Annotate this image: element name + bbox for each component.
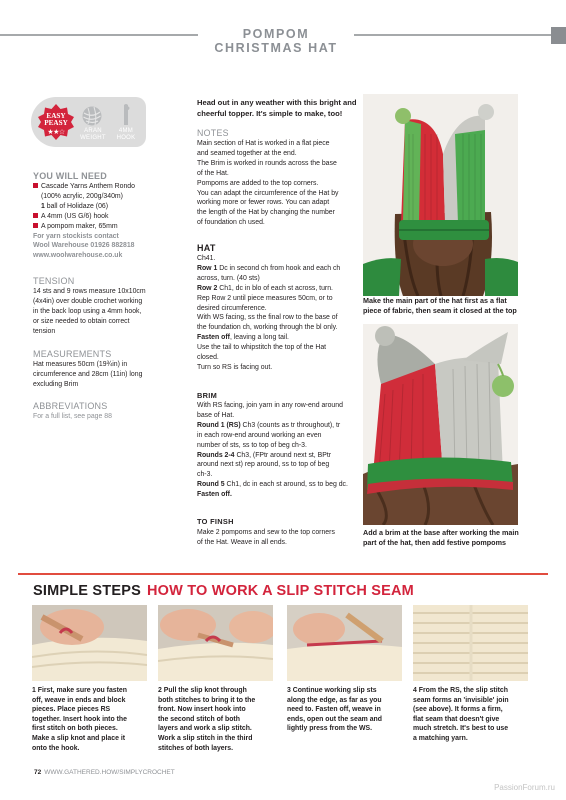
step-1-line: off, weave in ends and block [32, 696, 126, 704]
caption-top-line: piece of fabric, then seam it closed at the top [363, 306, 517, 315]
notes-line: the length of the Hat by changing the number [197, 209, 335, 217]
difficulty-label-line2: PEASY [44, 119, 68, 127]
finish-heading: TO FINSH [197, 517, 234, 526]
hat-photo-bottom [363, 324, 518, 525]
tension-line: (4x4in) over double crochet working [33, 297, 143, 305]
hat-instructions [197, 254, 357, 373]
notes-line: of foundation ch used. [197, 219, 265, 227]
hat-photo-top [363, 94, 518, 296]
hat-row1-label: Row 1 [197, 264, 218, 272]
tension-text [33, 287, 183, 337]
tension-line: or size needed to obtain correct [33, 317, 130, 325]
hat-row1 [197, 264, 357, 274]
step-1-line: pieces. Place pieces RS [32, 706, 111, 714]
caption-bottom-line: part of the hat, then add festive pompoms [363, 538, 506, 547]
notes-line: You can adapt the circumference of the Hat by [197, 189, 339, 197]
hook-size-line1: 4MM [118, 128, 134, 134]
step-2-line: the second stitch of both [158, 715, 240, 723]
simple-steps-title [33, 583, 414, 599]
yarn-weight-label [78, 128, 108, 142]
tension-line: in the back loop using a 4mm hook, [33, 307, 142, 315]
materials-hook [33, 212, 183, 222]
notes-line: The Brim is worked in rounds across the base [197, 159, 337, 167]
finish-line: of the Hat. Weave in all ends. [197, 538, 287, 546]
measurements-heading: MEASUREMENTS [33, 349, 112, 359]
hat-line: Turn so RS is facing out. [197, 363, 273, 371]
step-4-line: flat seam that doesn't give [413, 715, 500, 723]
brim-line: ch-3. [197, 471, 213, 479]
step-1-line: 1 First, make sure you fasten [32, 687, 127, 694]
brim-line: in each row-end around working an even [197, 431, 322, 439]
step-1-line: first stitch on both pieces. [32, 725, 118, 733]
difficulty-label [36, 113, 76, 127]
hat-row2-text: Ch1, dc in blo of each st across, turn. [217, 284, 333, 292]
you-will-need-list [33, 182, 183, 261]
step-3-line: need to. Fasten off, weave in [287, 706, 381, 714]
measurements-line: Hat measures 50cm (19¾in) in [33, 361, 128, 368]
brim-round1-text: Ch3 (counts as tr throughout), tr [240, 421, 341, 429]
caption-top-line: Make the main part of the hat first as a flat [363, 296, 507, 305]
intro-line: Head out in any weather with this bright and [197, 98, 357, 107]
hat-line: Use the tail to whipstitch the top of the Hat [197, 344, 327, 352]
hat-fasten-label: Fasten off [197, 334, 230, 342]
step-3-text [287, 686, 407, 734]
materials-yarn-count: 1 [41, 202, 45, 210]
step-2-line: front. Now insert hook into [158, 706, 246, 714]
brim-line: number of sts, ss to top of beg ch-3. [197, 441, 307, 449]
step-2-line: layers and work a slip stitch. [158, 725, 252, 733]
footer-url[interactable]: WWW.GATHERED.HOW/SIMPLYCROCHET [44, 769, 175, 776]
step-1-line: together. Insert hook into the [32, 715, 127, 723]
notes-line: working more or fewer rows. You can adapt [197, 199, 330, 207]
step-1-image [32, 605, 147, 681]
step-4-line: seam forms an 'invisible' join [413, 696, 509, 704]
step-2-line: stitches of both layers. [158, 744, 234, 752]
tension-line: 14 sts and 9 rows measure 10x10cm [33, 288, 146, 295]
watermark: PassionForum.ru [494, 783, 555, 792]
stockist-line2: Wool Warehouse 01926 882818 [33, 242, 135, 250]
brim-round1-label: Round 1 (RS) [197, 421, 241, 429]
simple-steps-title-topic: HOW TO WORK A SLIP STITCH SEAM [146, 583, 414, 599]
notes-line: of the Hat. [197, 169, 229, 177]
hat-line: closed. [197, 354, 219, 362]
step-4-image [413, 605, 528, 681]
hat-fasten-off [197, 333, 357, 343]
step-4-line: 4 From the RS, the slip stitch [413, 687, 508, 694]
materials-hook-text: A 4mm (US G/6) hook [41, 212, 109, 220]
step-1-line: Make a slip knot and place it [32, 734, 126, 742]
tension-heading: TENSION [33, 276, 75, 286]
finish-instructions [197, 528, 357, 548]
intro-line: cheerful topper. It's simple to make, too! [197, 108, 343, 118]
brim-rounds-label: Rounds 2-4 [197, 451, 235, 459]
step-4-line: a matching yarn. [413, 734, 468, 742]
brim-line: With RS facing, join yarn in any row-end around [197, 402, 343, 409]
step-3-image [287, 605, 402, 681]
hat-line: Rep Row 2 until piece measures 50cm, or to [197, 294, 333, 302]
you-will-need-heading: YOU WILL NEED [33, 171, 107, 181]
step-3-line: 3 Continue working slip sts [287, 687, 377, 694]
brim-round5-text: Ch1, dc in each st around, ss to beg dc. [224, 481, 348, 489]
header-rule-right [354, 34, 551, 36]
hat-row1-text: Dc in second ch from hook and each ch [217, 264, 341, 272]
caption-bottom [363, 528, 533, 548]
step-3-line: along the edge, as far as you [287, 696, 382, 704]
brim-rounds-2-4 [197, 451, 357, 461]
brim-round1 [197, 421, 357, 431]
materials-yarn-spec: (100% acrylic, 200g/340m) [41, 192, 123, 200]
materials-yarn-colour: ball of Holidaze (06) [44, 202, 109, 210]
hat-line: the foundation ch, working through the bl only. [197, 324, 338, 332]
hat-line: Ch41. [197, 255, 216, 262]
abbreviations-text[interactable]: For a full list, see page 88 [33, 413, 112, 420]
header-tab-block [551, 27, 566, 44]
step-4-text [413, 686, 533, 744]
crochet-hook-icon [121, 103, 131, 127]
yarn-ball-icon [82, 106, 102, 126]
simple-steps-title-label: SIMPLE STEPS [33, 583, 141, 599]
hat-line: desired circumference. [197, 304, 267, 312]
caption-bottom-line: Add a brim at the base after working the main [363, 528, 519, 537]
materials-yarn-text: Cascade Yarns Anthem Rondo [41, 183, 135, 190]
header-rule-left [0, 34, 198, 36]
brim-line: base of Hat. [197, 411, 235, 419]
page-header-title: POMPOM CHRISTMAS HAT [214, 27, 338, 55]
hat-line: With WS facing, ss the final row to the base of [197, 314, 338, 322]
measurements-line: excluding Brim [33, 380, 79, 388]
notes-line: Pompoms are added to the top corners. [197, 179, 319, 187]
step-2-line: both stitches to bring it to the [158, 696, 256, 704]
step-1-line: onto the hook. [32, 744, 80, 752]
notes-heading: NOTES [197, 128, 229, 138]
step-4-line: (see above). It forms a firm, [413, 706, 503, 714]
brim-round5 [197, 480, 357, 490]
hat-row2-label: Row 2 [197, 284, 218, 292]
hat-row2 [197, 284, 357, 294]
yarn-weight-line2: WEIGHT [80, 135, 106, 141]
step-4-line: much stretch. It's best to use [413, 725, 509, 733]
notes-text [197, 139, 357, 228]
hat-fasten-text: , leaving a long tail. [229, 334, 289, 342]
step-1-text [32, 686, 152, 753]
page-number: 72 [34, 769, 42, 776]
step-3-line: ends, open out the seam and [287, 715, 382, 723]
intro-text [197, 98, 359, 119]
materials-yarn-amount [33, 202, 183, 212]
stockist-url[interactable]: www.woolwarehouse.co.uk [33, 252, 123, 260]
brim-fasten-off [197, 490, 357, 500]
brim-heading: BRIM [197, 391, 218, 400]
finish-line: Make 2 pompoms and sew to the top corners [197, 529, 335, 536]
materials-pompom [33, 222, 183, 232]
yarn-weight-line1: ARAN [84, 128, 102, 134]
brim-fasten-end: . [229, 491, 232, 499]
step-2-line: 2 Pull the slip knot through [158, 687, 247, 694]
brim-line: around next st) rep around, ss to top of beg [197, 461, 330, 469]
page-footer [34, 769, 175, 776]
brim-instructions [197, 401, 357, 500]
hat-heading: HAT [197, 243, 216, 253]
brim-rounds-text: Ch3, (FPtr around next st, BPtr [234, 451, 332, 459]
measurements-text [33, 360, 183, 390]
materials-pompom-text: A pompom maker, 65mm [41, 222, 118, 230]
caption-top [363, 296, 533, 316]
materials-yarn [33, 182, 183, 192]
step-2-text [158, 686, 278, 753]
brim-round5-label: Round 5 [197, 481, 225, 489]
difficulty-stars: ★★☆ [47, 129, 65, 136]
step-2-line: Work a slip stitch in the third [158, 734, 253, 742]
brim-fasten-label: Fasten off [197, 491, 230, 499]
step-2-image [158, 605, 273, 681]
hook-size-line2: HOOK [116, 135, 136, 141]
tension-line: tension [33, 327, 56, 335]
stockist-line1: For yarn stockists contact [33, 232, 119, 240]
notes-line: and seamed together at the end. [197, 149, 297, 157]
measurements-line: circumference and 28cm (11in) long [33, 370, 143, 378]
difficulty-label-line1: EASY [46, 112, 66, 120]
notes-line: Main section of Hat is worked in a flat piece [197, 140, 330, 147]
hat-line: across, turn. (40 sts) [197, 274, 260, 282]
hook-size-label [113, 128, 139, 142]
abbreviations-heading: ABBREVIATIONS [33, 401, 108, 411]
step-3-line: lightly press from the WS. [287, 725, 372, 733]
